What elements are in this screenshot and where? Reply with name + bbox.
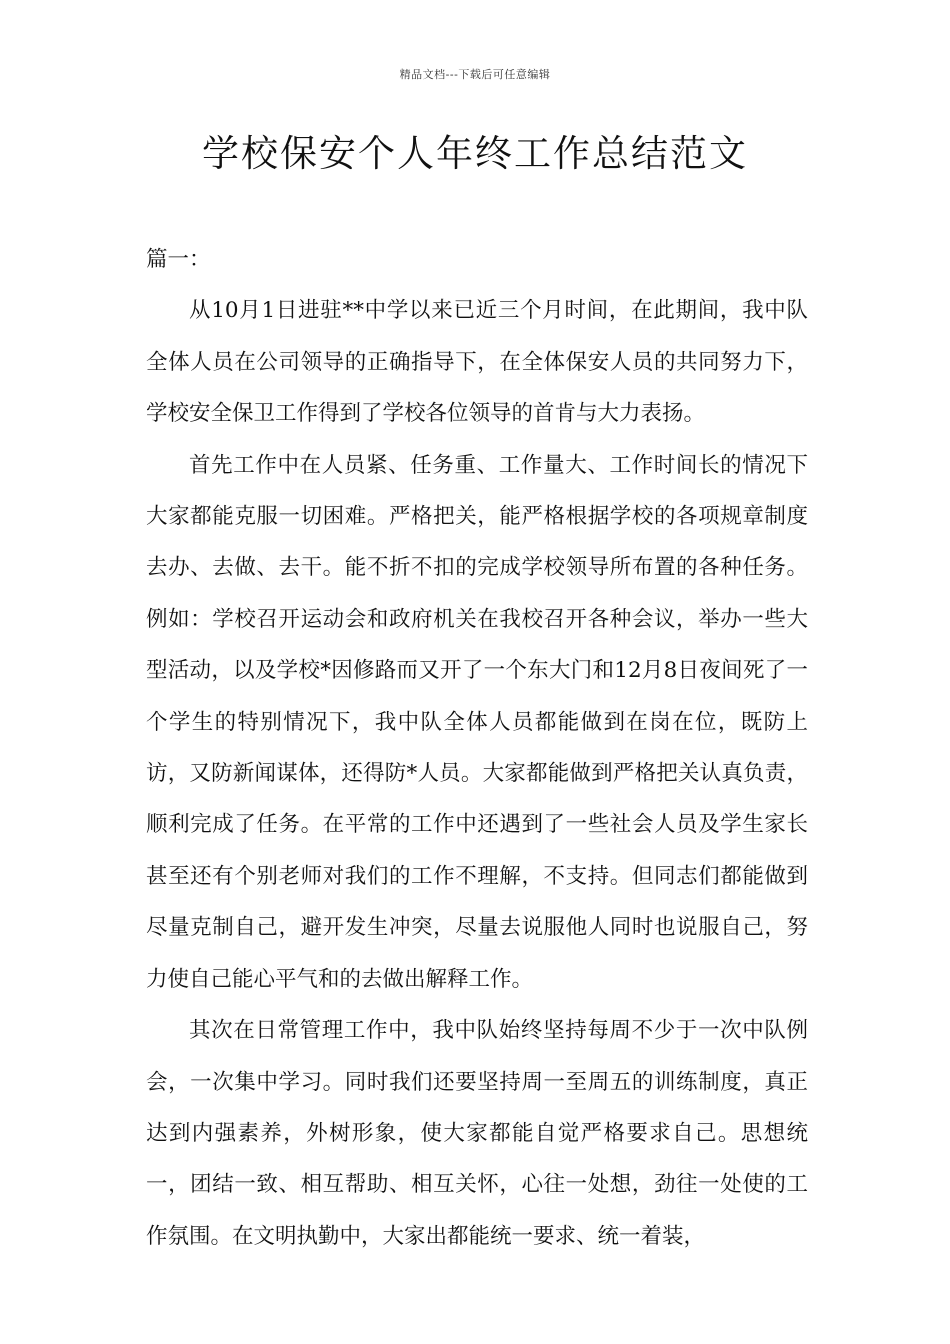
document-title: 学校保安个人年终工作总结范文 bbox=[202, 132, 748, 175]
paragraph-2: 首先工作中在人员紧、任务重、工作量大、工作时间长的情况下大家都能克服一切困难。严格把关，能严格根据学校的各项规章制度去办、去做、去干。能不折不扣的完成学校领导所布置的各种任务。例如：学校召开运动会和政府机关在我校召开各种会议，举办一些大型活动，以及学校*因修路而又开了一个东大门和12月8日夜间死了一个学生的特别情况下，我中队全体人员都能做到在岗在位，既防上访，又防新闻谋体，还得防*人员。大家都能做到严格把关认真负责，顺利完成了任务。在平常的工作中还遇到了一些社会人员及学生家长甚至还有个别老师对我们的工作不理解，不支持。但同志们都能做到尽量克制自己，避开发生冲突，尽量去说服他人同时也说服自己，努力使自己能心平气和的去做出解释工作。 bbox=[146, 452, 808, 992]
document-body bbox=[146, 234, 808, 1262]
paragraph-1: 从10月1日进驻**中学以来已近三个月时间，在此期间，我中队全体人员在公司领导的正确指导下，在全体保安人员的共同努力下，学校安全保卫工作得到了学校各位领导的首肯与大力表扬。 bbox=[146, 298, 808, 427]
section-label: 篇一： bbox=[146, 247, 211, 272]
paragraph-3: 其次在日常管理工作中，我中队始终坚持每周不少于一次中队例会，一次集中学习。同时我们还要坚持周一至周五的训练制度，真正达到内强素养，外树形象，使大家都能自觉严格要求自己。思想统一，团结一致、相互帮助、相互关怀，心往一处想，劲往一处使的工作氛围。在文明执勤中，大家出都能统一要求、统一着装， bbox=[146, 1018, 808, 1249]
header-note: 精品文档---下载后可任意编辑 bbox=[399, 68, 551, 81]
